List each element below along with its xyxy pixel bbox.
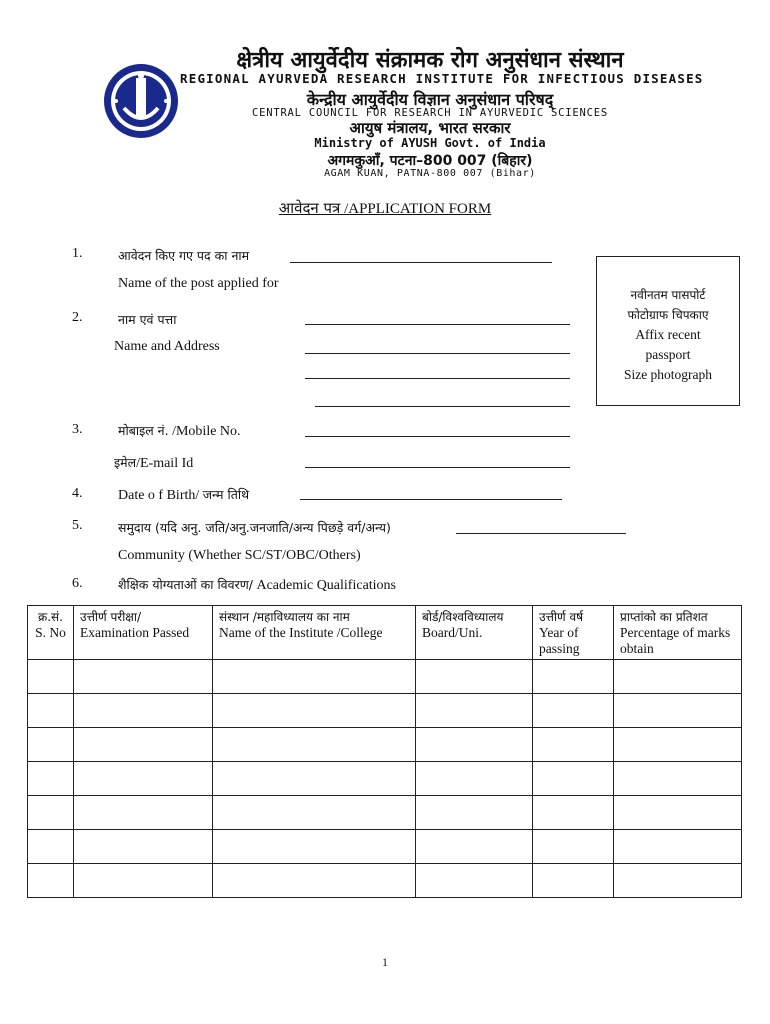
institute-name-english: REGIONAL AYURVEDA RESEARCH INSTITUTE FOR INFECTIOUS DISEASES — [180, 71, 704, 86]
post-label-hindi: आवेदन किए गए पद का नाम — [118, 248, 250, 263]
col-header-board: बोर्ड/विश्वविध्यालय Board/Uni. — [416, 606, 533, 660]
table-cell[interactable] — [28, 762, 74, 796]
table-cell[interactable] — [416, 830, 533, 864]
table-cell[interactable] — [614, 762, 742, 796]
photo-label-english-1: Affix recent — [635, 327, 701, 342]
table-cell[interactable] — [614, 694, 742, 728]
table-cell[interactable] — [28, 796, 74, 830]
form-title: आवेदन पत्र /APPLICATION FORM — [278, 199, 492, 217]
address-hindi: अगमकुआँ, पटना–800 007 (बिहार) — [327, 153, 533, 169]
field-number-5: 5. — [72, 518, 83, 533]
table-cell[interactable] — [533, 728, 614, 762]
table-cell[interactable] — [28, 864, 74, 898]
table-row — [28, 694, 742, 728]
field-number-4: 4. — [72, 486, 83, 501]
council-name-hindi: केन्द्रीय आयुर्वेदीय विज्ञान अनुसंधान परिषद् — [306, 90, 554, 109]
email-label: इमेल/E-mail Id — [114, 455, 194, 471]
qualifications-table — [27, 605, 742, 898]
table-cell[interactable] — [416, 762, 533, 796]
table-cell[interactable] — [28, 728, 74, 762]
table-cell[interactable] — [213, 762, 416, 796]
post-label-english: Name of the post applied for — [118, 276, 279, 291]
community-input-line[interactable] — [456, 533, 626, 534]
table-cell[interactable] — [213, 728, 416, 762]
table-cell[interactable] — [533, 762, 614, 796]
col-header-percentage: प्राप्तांको का प्रतिशत Percentage of marks obtain — [614, 606, 742, 660]
col-header-exam: उत्तीर्ण परीक्षा/ Examination Passed — [74, 606, 213, 660]
dob-label: Date o f Birth/ जन्म तिथि — [118, 487, 250, 503]
col-header-year: उत्तीर्ण वर्ष Year of passing — [533, 606, 614, 660]
council-name-english: CENTRAL COUNCIL FOR RESEARCH IN AYURVEDIC SCIENCES — [251, 107, 609, 119]
post-input-line[interactable] — [290, 262, 552, 263]
address-english: AGAM KUAN, PATNA-800 007 (Bihar) — [324, 168, 536, 179]
photo-label-hindi-1: नवीनतम पासपोर्ट — [630, 288, 706, 302]
ministry-hindi: आयुष मंत्रालय, भारत सरकार — [349, 119, 511, 137]
table-cell[interactable] — [614, 728, 742, 762]
table-cell[interactable] — [533, 694, 614, 728]
table-cell[interactable] — [213, 864, 416, 898]
mobile-input-line[interactable] — [305, 436, 570, 437]
table-cell[interactable] — [416, 728, 533, 762]
mobile-label: मोबाइल नं. /Mobile No. — [118, 423, 241, 439]
field-number-6: 6. — [72, 576, 83, 591]
page-number: 1 — [382, 955, 388, 969]
table-cell[interactable] — [74, 728, 213, 762]
table-cell[interactable] — [28, 830, 74, 864]
table-cell[interactable] — [213, 796, 416, 830]
table-cell[interactable] — [74, 762, 213, 796]
table-cell[interactable] — [74, 660, 213, 694]
table-cell[interactable] — [213, 694, 416, 728]
photo-box[interactable] — [596, 256, 740, 406]
table-cell[interactable] — [74, 796, 213, 830]
photo-label-hindi-2: फोटोग्राफ चिपकाए — [627, 308, 709, 322]
table-cell[interactable] — [416, 864, 533, 898]
table-cell[interactable] — [416, 796, 533, 830]
table-cell[interactable] — [416, 694, 533, 728]
table-cell[interactable] — [533, 796, 614, 830]
address-input-line-2[interactable] — [305, 378, 570, 379]
field-number-2: 2. — [72, 310, 83, 325]
table-cell[interactable] — [28, 694, 74, 728]
field-number-1: 1. — [72, 246, 83, 261]
institute-name-hindi: क्षेत्रीय आयुर्वेदीय संक्रामक रोग अनुसंधान संस्थान — [236, 48, 624, 73]
table-cell[interactable] — [614, 830, 742, 864]
table-cell[interactable] — [614, 864, 742, 898]
photo-label-english-3: Size photograph — [623, 367, 713, 382]
table-cell[interactable] — [213, 660, 416, 694]
name-input-line[interactable] — [305, 324, 570, 325]
table-cell[interactable] — [533, 660, 614, 694]
table-row — [28, 762, 742, 796]
community-label-hindi: समुदाय (यदि अनु. जति/अनु.जनजाति/अन्य पिछड़े वर्ग/अन्य) — [118, 520, 391, 535]
col-header-institute: संस्थान /महाविध्यालय का नाम Name of the Institute /College — [213, 606, 416, 660]
community-label-english: Community (Whether SC/ST/OBC/Others) — [118, 548, 361, 563]
table-row — [28, 830, 742, 864]
address-input-line-1[interactable] — [305, 353, 570, 354]
table-cell[interactable] — [614, 796, 742, 830]
table-cell[interactable] — [416, 660, 533, 694]
name-address-label-hindi: नाम एवं पत्ता — [118, 312, 177, 327]
col-header-sno: क्र.सं. S. No — [28, 606, 74, 660]
table-row — [28, 796, 742, 830]
institute-logo — [102, 62, 180, 140]
name-address-label-english: Name and Address — [114, 339, 220, 354]
table-cell[interactable] — [74, 694, 213, 728]
table-row — [28, 728, 742, 762]
email-input-line[interactable] — [305, 467, 570, 468]
table-cell[interactable] — [533, 830, 614, 864]
field-number-3: 3. — [72, 422, 83, 437]
dob-input-line[interactable] — [300, 499, 562, 500]
photo-label-english-2: passport — [645, 347, 691, 362]
table-cell[interactable] — [213, 830, 416, 864]
table-cell[interactable] — [533, 864, 614, 898]
table-row — [28, 660, 742, 694]
table-header-row — [28, 606, 742, 660]
address-input-line-3[interactable] — [315, 406, 570, 407]
table-row — [28, 864, 742, 898]
table-cell[interactable] — [74, 864, 213, 898]
table-cell[interactable] — [614, 660, 742, 694]
ministry-english: Ministry of AYUSH Govt. of India — [314, 136, 546, 150]
qualifications-label: शैक्षिक योग्यताओं का विवरण/ Academic Qualifications — [118, 577, 397, 593]
table-cell[interactable] — [74, 830, 213, 864]
table-cell[interactable] — [28, 660, 74, 694]
